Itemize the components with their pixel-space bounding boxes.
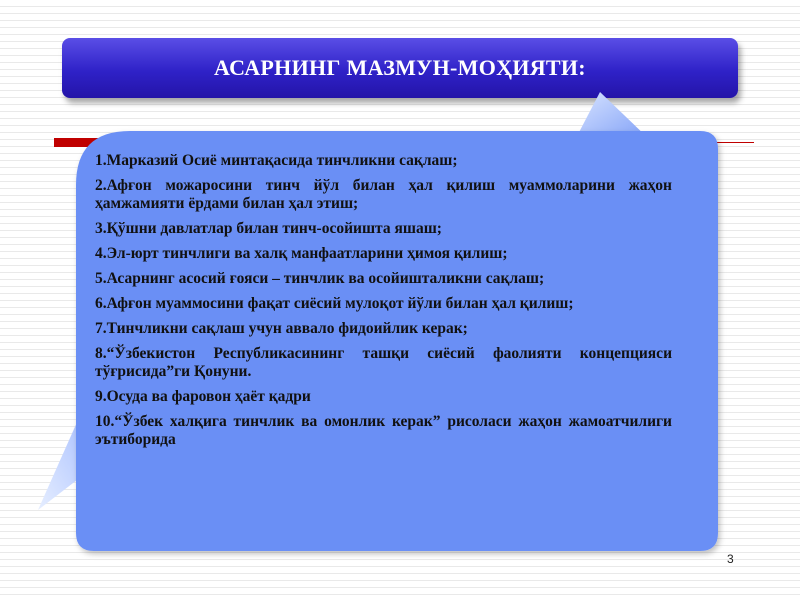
points-list <box>95 152 672 456</box>
item-text: Афғон можаросини тинч йўл билан ҳал қилиш муаммоларини жаҳон ҳамжамияти ёрдами билан ҳал этиш; <box>95 177 672 212</box>
item-number: 7. <box>95 320 107 337</box>
item-text: Тинчликни сақлаш учун аввало фидоийлик керак; <box>106 320 468 337</box>
item-number: 3. <box>95 220 107 237</box>
item-text: Қўшни давлатлар билан тинч-осойишта яшаш; <box>106 220 442 237</box>
slide-title: АСАРНИНГ МАЗМУН-МОҲИЯТИ: <box>214 55 586 80</box>
item-number: 8. <box>95 345 107 362</box>
item-number: 10. <box>95 413 115 430</box>
item-text: Эл-юрт тинчлиги ва халқ манфаатларини ҳимоя қилиш; <box>106 245 508 262</box>
item-number: 4. <box>95 245 107 262</box>
list-item <box>95 388 672 406</box>
list-item <box>95 295 672 313</box>
item-text: “Ўзбек халқига тинчлик ва омонлик керак” рисоласи жаҳон жамоатчилиги эътиборида <box>95 413 672 448</box>
list-item <box>95 177 672 213</box>
page-number: 3 <box>727 552 734 566</box>
list-item <box>95 413 672 449</box>
item-number: 6. <box>95 295 107 312</box>
item-text: Афғон муаммосини фақат сиёсий мулоқот йўли билан ҳал қилиш; <box>106 295 574 312</box>
list-item <box>95 345 672 381</box>
item-number: 9. <box>95 388 107 405</box>
list-item <box>95 270 672 288</box>
list-item <box>95 220 672 238</box>
item-text: “Ўзбекистон Республикасининг ташқи сиёсий фаолияти концепцияси тўғрисида”ги Қонуни. <box>95 345 672 380</box>
item-text: Марказий Осиё минтақасида тинчликни сақлаш; <box>106 152 458 169</box>
list-item <box>95 245 672 263</box>
item-text: Осуда ва фаровон ҳаёт қадри <box>106 388 311 405</box>
item-number: 5. <box>95 270 107 287</box>
item-number: 2. <box>95 177 107 194</box>
list-item <box>95 152 672 170</box>
item-number: 1. <box>95 152 107 169</box>
list-item <box>95 320 672 338</box>
item-text: Асарнинг асосий ғояси – тинчлик ва осойишталикни сақлаш; <box>106 270 545 287</box>
